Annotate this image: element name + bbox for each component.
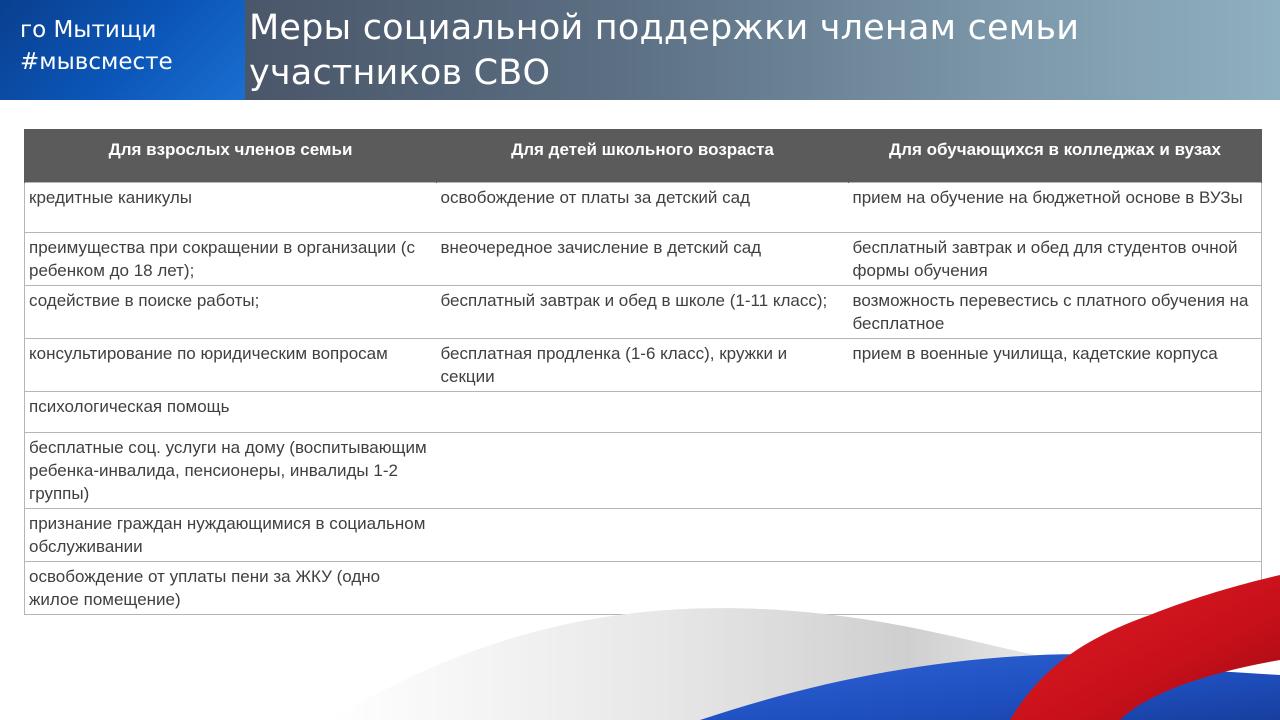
- table-cell: [849, 392, 1262, 433]
- page-title: Меры социальной поддержки членам семьи участников СВО: [249, 8, 1080, 93]
- brand-hashtag: #мывсместе: [20, 49, 173, 75]
- brand-block: [0, 0, 245, 100]
- table-row: [25, 392, 1262, 433]
- table-cell: [437, 509, 849, 562]
- table-cell: освобождение от уплаты пени за ЖКУ (одно жилое помещение): [25, 562, 437, 615]
- table-cell: [849, 562, 1262, 615]
- flag-white-stripe: [330, 608, 1100, 720]
- table-cell: прием в военные училища, кадетские корпуса: [849, 339, 1262, 392]
- table-header-row: [25, 129, 1262, 183]
- table-cell: признание граждан нуждающимися в социальном обслуживании: [25, 509, 437, 562]
- brand-city: го Мытищи: [20, 17, 157, 43]
- table-cell: возможность перевестись с платного обучения на бесплатное: [849, 286, 1262, 339]
- table-cell: [849, 433, 1262, 509]
- table-row: [25, 339, 1262, 392]
- table-cell: бесплатный завтрак и обед в школе (1-11 класс);: [437, 286, 849, 339]
- table-row: [25, 509, 1262, 562]
- title-bar: [245, 0, 1280, 100]
- support-measures-table: [24, 129, 1262, 615]
- table-row: [25, 433, 1262, 509]
- table-row: [25, 183, 1262, 233]
- table-cell: кредитные каникулы: [25, 183, 437, 233]
- table-cell: [437, 392, 849, 433]
- table-cell: консультирование по юридическим вопросам: [25, 339, 437, 392]
- table-cell: преимущества при сокращении в организации (с ребенком до 18 лет);: [25, 233, 437, 286]
- table-row: [25, 286, 1262, 339]
- table-cell: бесплатный завтрак и обед для студентов очной формы обучения: [849, 233, 1262, 286]
- table-cell: прием на обучение на бюджетной основе в ВУЗы: [849, 183, 1262, 233]
- table-cell: психологическая помощь: [25, 392, 437, 433]
- header-schoolchildren: Для детей школьного возраста: [437, 129, 849, 183]
- table-cell: [437, 433, 849, 509]
- table-cell: содействие в поиске работы;: [25, 286, 437, 339]
- table-row: [25, 233, 1262, 286]
- table-cell: освобождение от платы за детский сад: [437, 183, 849, 233]
- flag-blue-stripe: [700, 654, 1280, 720]
- table-cell: [849, 509, 1262, 562]
- table-cell: [437, 562, 849, 615]
- table-cell: бесплатные соц. услуги на дому (воспитывающим ребенка-инвалида, пенсионеры, инвалиды 1-2 группы): [25, 433, 437, 509]
- header-adults: Для взрослых членов семьи: [25, 129, 437, 183]
- table-cell: бесплатная продленка (1-6 класс), кружки и секции: [437, 339, 849, 392]
- table-cell: внеочередное зачисление в детский сад: [437, 233, 849, 286]
- header-students: Для обучающихся в колледжах и вузах: [849, 129, 1262, 183]
- table-row: [25, 562, 1262, 615]
